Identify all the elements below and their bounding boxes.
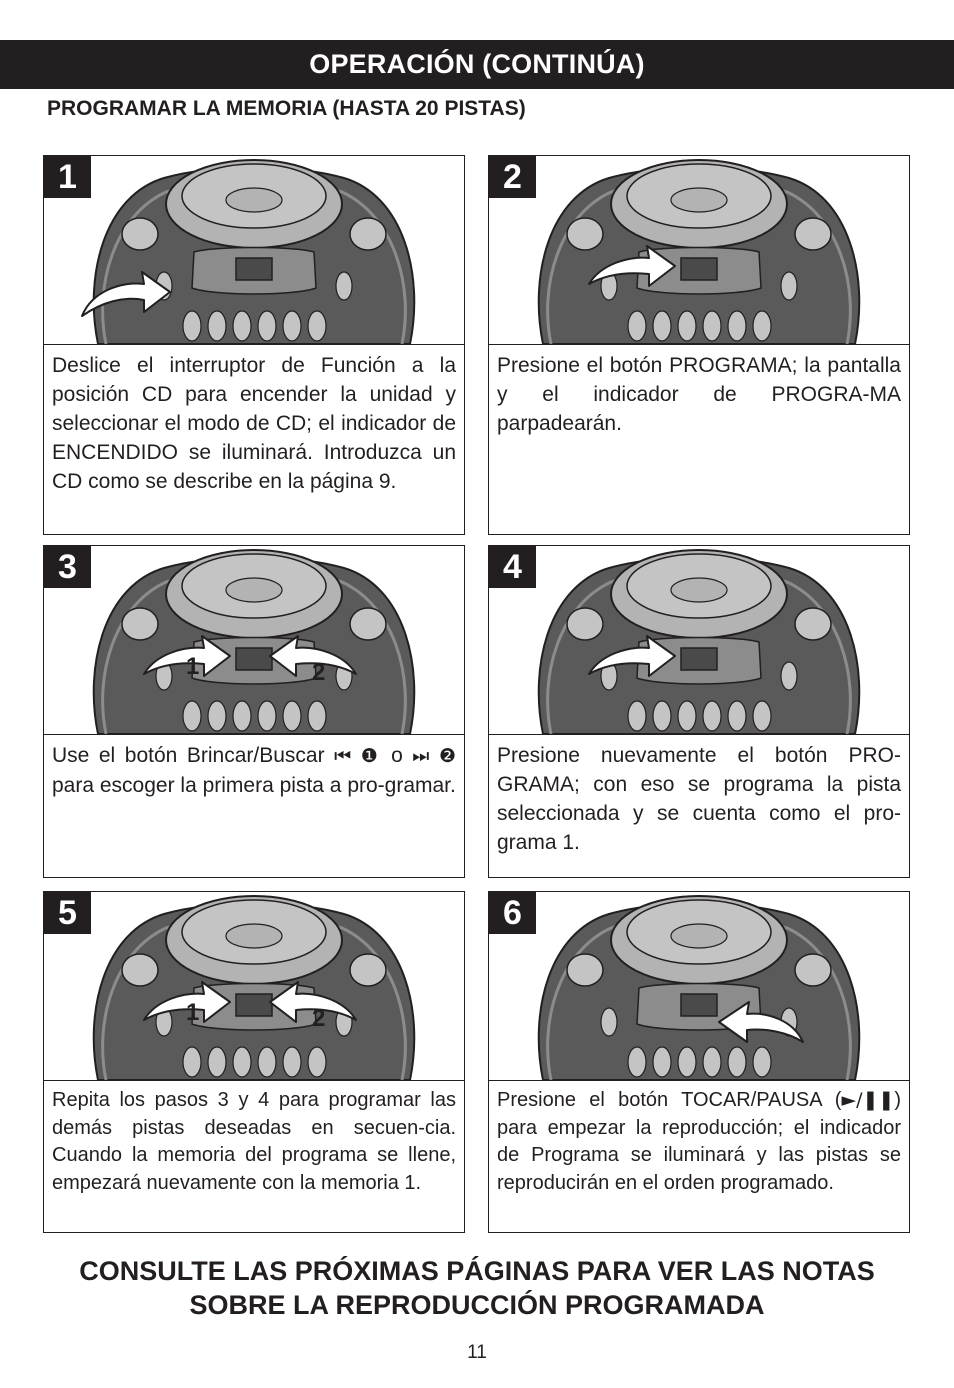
step-2-text: Presione el botón PROGRAMA; la pantalla y el indicador de PROGRA-MA parpadearán.: [497, 354, 901, 435]
step-5-illustration: [44, 892, 464, 1081]
marker-1: ❶: [360, 745, 382, 767]
callout-2: 2: [312, 659, 326, 686]
step-6: [488, 891, 910, 1233]
step-4: [488, 545, 910, 878]
skip-forward-icon: ⏭: [412, 745, 430, 767]
step-1: [43, 155, 465, 535]
step-6-illustration: [489, 892, 909, 1081]
footer-note: [0, 1254, 954, 1322]
step-4-illustration: [489, 546, 909, 735]
step-2-illustration: [489, 156, 909, 345]
marker-2: ❷: [438, 745, 456, 767]
play-pause-icon: ►/❚❚: [841, 1089, 895, 1111]
section-title: PROGRAMAR LA MEMORIA (HASTA 20 PISTAS): [47, 97, 526, 120]
step-1-text: Deslice el interruptor de Función a la posición CD para encender la unidad y seleccionar el modo de CD; el indicador de ENCENDIDO se iluminará. Introduzca un CD como se describe en la página 9.: [52, 354, 456, 493]
step-2: [488, 155, 910, 535]
skip-back-icon: ⏮: [334, 745, 352, 767]
step-number: 5: [44, 892, 91, 934]
step-3: [43, 545, 465, 878]
step-number: 3: [44, 546, 91, 588]
cd-player-illustration: [489, 892, 909, 1080]
callout-1: 1: [186, 653, 200, 680]
step-5-text: Repita los pasos 3 y 4 para programar las demás pistas deseadas en secuen-cia. Cuando la memoria del programa se llene, empezará nuevamente con la memoria 1.: [52, 1089, 456, 1194]
callout-1: 1: [186, 999, 200, 1026]
step-number: 6: [489, 892, 536, 934]
step-5: [43, 891, 465, 1233]
header-title: OPERACIÓN (CONTINÚA): [309, 49, 645, 79]
cd-player-illustration: [489, 156, 909, 344]
step-number: 4: [489, 546, 536, 588]
page-number: 11: [467, 1342, 487, 1363]
step-3-text: Use el botón Brincar/Buscar ⏮ ❶ o ⏭ ❷ para escoger la primera pista a pro-gramar.: [52, 744, 456, 797]
step-3-illustration: [44, 546, 464, 735]
cd-player-illustration: [489, 546, 909, 734]
cd-player-illustration: [44, 892, 464, 1080]
cd-player-illustration: [44, 156, 464, 344]
step-number: 2: [489, 156, 536, 198]
callout-2: 2: [312, 1005, 326, 1032]
step-1-illustration: [44, 156, 464, 345]
step-6-text: Presione el botón TOCAR/PAUSA (►/❚❚) para empezar la reproducción; el indicador de Programa se iluminará y las pistas se reproducirán en el orden programado.: [497, 1089, 901, 1194]
footer-line-1: CONSULTE LAS PRÓXIMAS PÁGINAS PARA VER LAS NOTAS: [79, 1256, 875, 1286]
step-4-text: Presione nuevamente el botón PRO-GRAMA; con eso se programa la pista seleccionada y se cuenta como el pro-grama 1.: [497, 744, 901, 854]
step-number: 1: [44, 156, 91, 198]
page-header: [0, 40, 954, 89]
cd-player-illustration: [44, 546, 464, 734]
footer-line-2: SOBRE LA REPRODUCCIÓN PROGRAMADA: [189, 1290, 765, 1320]
